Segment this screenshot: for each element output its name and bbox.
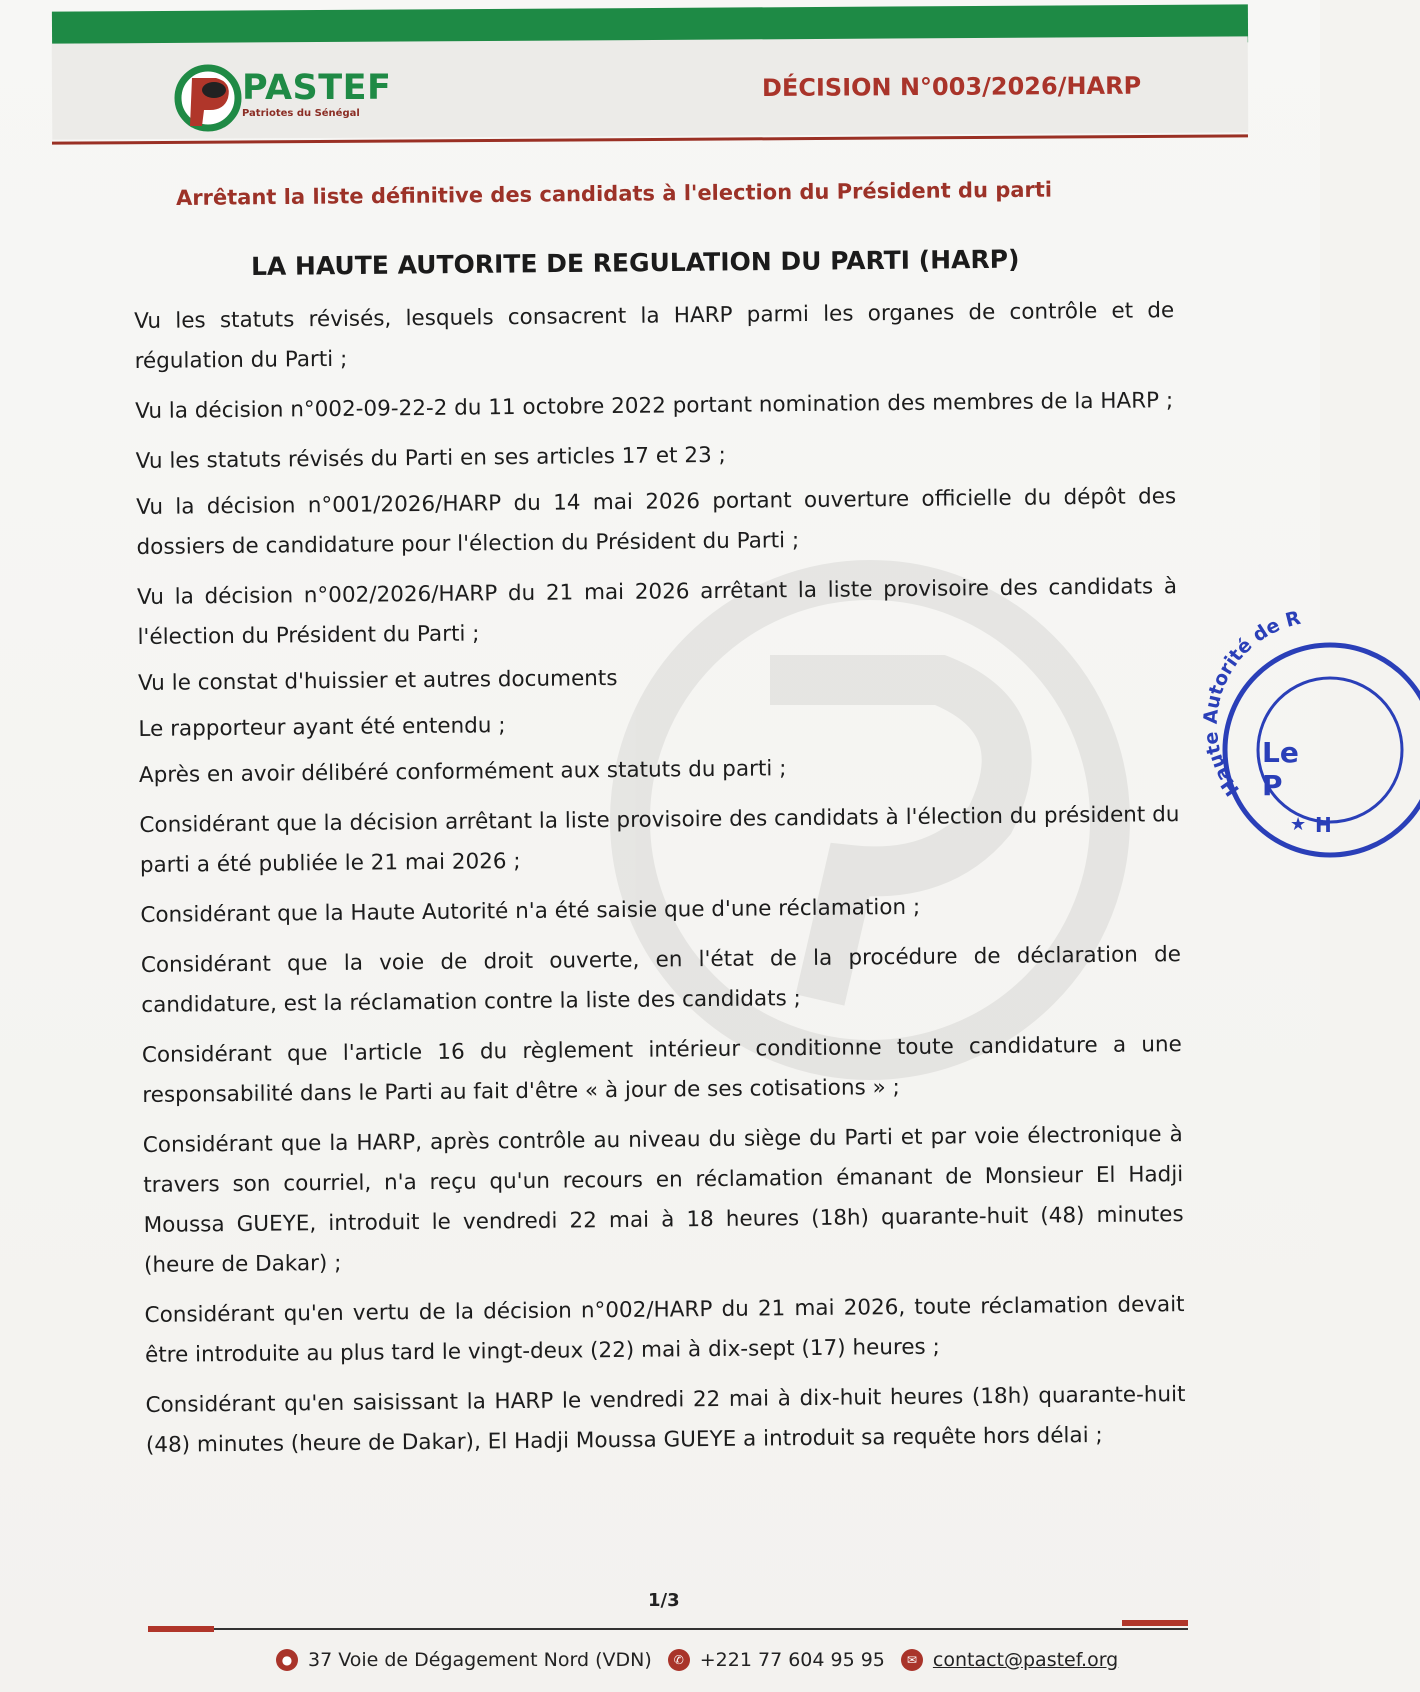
footer-accent-right (1122, 1620, 1188, 1626)
paragraph: Vu les statuts révisés du Parti en ses articles 17 et 23 ; (135, 442, 726, 474)
footer-phone-text: +221 77 604 95 95 (699, 1649, 885, 1671)
footer-email[interactable] (901, 1649, 1118, 1671)
svg-text:★: ★ (1290, 814, 1307, 835)
location-pin-icon: ● (276, 1649, 298, 1671)
stamp-ring-text: Haute Autorité de R (1199, 606, 1303, 800)
decision-number: DÉCISION N°003/2026/HARP (761, 71, 1142, 102)
paragraph: Vu la décision n°002/2026/HARP du 21 mai 2026 arrêtant la liste provisoire des candidats à l'élection du Président du Parti ; (136, 574, 1178, 650)
paragraph: Vu le constat d'huissier et autres documents (137, 665, 618, 696)
paragraph: Considérant que la Haute Autorité n'a été saisie que d'une réclamation ; (140, 894, 921, 928)
footer-address (276, 1649, 652, 1671)
stamp-center-text: Le P (1262, 736, 1299, 802)
document-body (134, 291, 1186, 1476)
paragraph: Considérant que l'article 16 du règlement intérieur conditionne toute candidature a une responsabilité dans le Parti au fait d'être « à jour de ses cotisations » ; (141, 1032, 1182, 1108)
footer-accent-left (148, 1626, 214, 1632)
stamp-bottom-text: H (1315, 813, 1332, 837)
footer-address-text: 37 Voie de Dégagement Nord (VDN) (308, 1649, 652, 1671)
footer-contacts (276, 1643, 1134, 1677)
paragraph: Le rapporteur ayant été entendu ; (138, 713, 506, 742)
page-number: 1/3 (648, 1590, 680, 1611)
email-icon: ✉ (901, 1649, 923, 1671)
footer-phone (668, 1649, 885, 1671)
footer-divider (148, 1628, 1188, 1630)
document-title: LA HAUTE AUTORITE DE REGULATION DU PARTI (HARP) (250, 244, 1020, 281)
logo-subtitle: Patriotes du Sénégal (242, 108, 360, 119)
paragraph: Vu la décision n°002-09-22-2 du 11 octobre 2022 portant nomination des membres de la HARP ; (135, 388, 1174, 424)
footer-email-link[interactable]: contact@pastef.org (932, 1649, 1119, 1671)
paragraph: Considérant qu'en saisissant la HARP le vendredi 22 mai à dix-huit heures (18h) quarante-huit (48) minutes (heure de Dakar), El Hadji Moussa GUEYE a introduit sa requête hors délai ; (145, 1382, 1186, 1458)
official-stamp (1199, 606, 1420, 840)
paragraph: Vu la décision n°001/2026/HARP du 14 mai 2026 portant ouverture officielle du dépôt des dossiers de candidature pour l'élection du Président du Parti ; (136, 484, 1177, 560)
paragraph: Considérant que la voie de droit ouverte, en l'état de la procédure de déclaration de candidature, est la réclamation contre la liste des candidats ; (140, 942, 1182, 1018)
paragraph: Après en avoir délibéré conformément aux statuts du parti ; (138, 756, 787, 788)
paragraph: Considérant que la HARP, après contrôle au niveau du siège du Parti et par voie électronique à travers son courriel, n'a reçu qu'un recours en réclamation émanant de Monsieur El Hadji Moussa GUEYE, introduit le vendredi 22 mai à 18 heures (18h) quarante-huit (48) minutes (heure de Dakar) ; (142, 1122, 1184, 1278)
paragraph: Considérant qu'en vertu de la décision n°002/HARP du 21 mai 2026, toute réclamation devait être introduite au plus tard le vingt-deux (22) mai à dix-sept (17) heures ; (144, 1292, 1185, 1368)
phone-icon: ✆ (668, 1649, 690, 1671)
paragraph: Considérant que la décision arrêtant la liste provisoire des candidats à l'élection du président du parti a été publiée le 21 mai 2026 ; (139, 802, 1180, 878)
document-subtitle: Arrêtant la liste définitive des candidats à l'election du Président du parti (175, 177, 1053, 210)
logo-wordmark: PASTEF (242, 68, 392, 108)
paragraph: Vu les statuts révisés, lesquels consacrent la HARP parmi les organes de contrôle et de régulation du Parti ; (134, 298, 1175, 374)
